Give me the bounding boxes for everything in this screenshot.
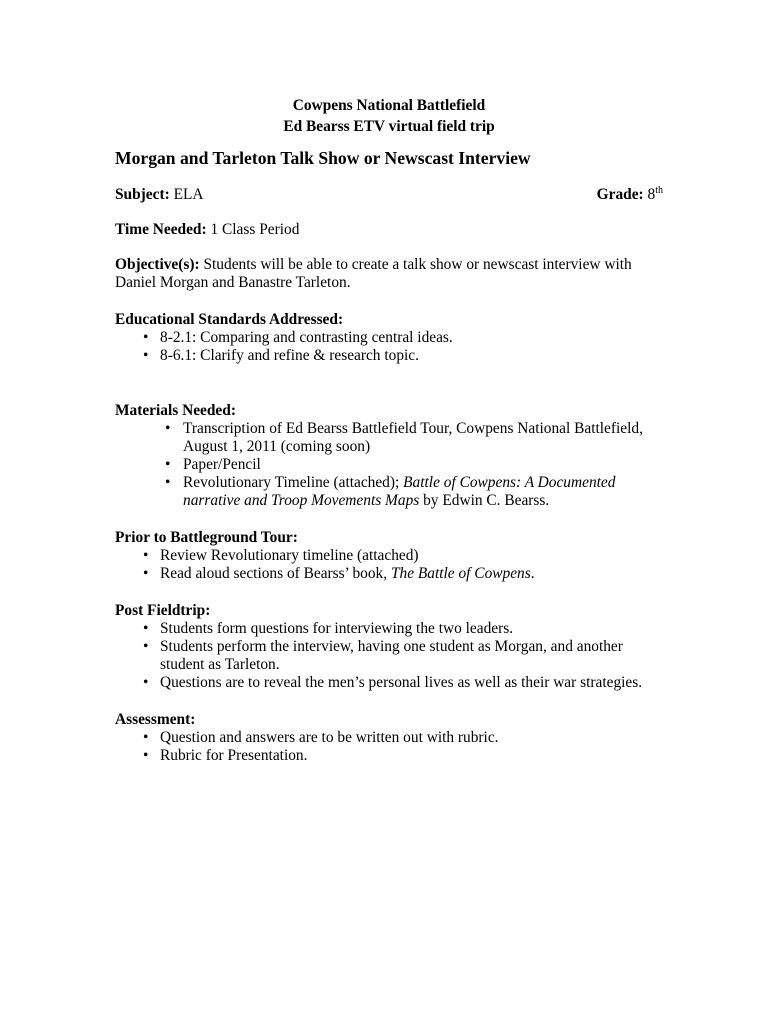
objective-label: Objective(s):: [115, 256, 200, 273]
page-title: Morgan and Tarleton Talk Show or Newscast Interview: [115, 148, 531, 168]
bullet-text: Review Revolutionary timeline (attached): [160, 547, 419, 564]
bullet-item: [143, 347, 663, 365]
time-needed-value: 1 Class Period: [206, 221, 300, 238]
bullet-item: [165, 456, 663, 474]
bullet-text: Transcription of Ed Bearss Battlefield Tour, Cowpens National Battlefield, August 1, 2011 (coming soon): [183, 420, 643, 455]
section-heading: Materials Needed:: [115, 402, 236, 419]
section-heading: Educational Standards Addressed:: [115, 311, 344, 328]
subject-grade-row: [115, 186, 663, 204]
bullet-item: [165, 474, 663, 510]
section-heading: Assessment:: [115, 711, 196, 728]
objective-field: [115, 256, 663, 292]
grade-field: [597, 186, 663, 204]
section-assessment: [115, 711, 663, 765]
subject-field: [115, 186, 203, 204]
section-heading: Post Fieldtrip:: [115, 602, 211, 619]
bullet-text: Questions are to reveal the men’s personal lives as well as their war strategies.: [160, 674, 643, 691]
time-needed-label: Time Needed:: [115, 221, 207, 238]
bullet-item: [143, 547, 663, 565]
section-post-fieldtrip: [115, 602, 663, 692]
objective-text: Students will be able to create a talk show or newscast interview with Daniel Morgan and Banastre Tarleton.: [115, 256, 632, 291]
bullet-text: Students perform the interview, having one student as Morgan, and another student as Tarleton.: [160, 638, 623, 673]
section-materials-needed: [115, 402, 663, 510]
bullet-icon: •: [143, 547, 149, 564]
bullet-item: [143, 329, 663, 347]
grade-value: 8: [643, 186, 656, 203]
grade-ordinal-suffix: th: [655, 184, 663, 196]
bullet-icon: •: [143, 347, 149, 364]
section-educational-standards: [115, 311, 663, 365]
bullet-item: [165, 420, 663, 456]
bullet-item: [143, 565, 663, 583]
bullet-text: Revolutionary Timeline (attached); Battle of Cowpens: A Documented narrative and Troop Movements Maps by Edwin C. Bearss.: [183, 474, 616, 509]
bullet-icon: •: [143, 674, 149, 691]
subject-label: Subject:: [115, 186, 170, 203]
time-needed-field: [115, 221, 663, 239]
bullet-item: [143, 674, 663, 692]
bullet-item: [143, 638, 663, 674]
bullet-icon: •: [165, 474, 171, 491]
bullet-item: [143, 747, 663, 765]
bullet-icon: •: [143, 620, 149, 637]
header-line-1: Cowpens National Battlefield: [292, 97, 486, 114]
section-prior-to-battleground-tour: [115, 529, 663, 583]
bullet-icon: •: [143, 729, 149, 746]
bullet-icon: •: [165, 456, 171, 473]
bullet-text: Question and answers are to be written out with rubric.: [160, 729, 499, 746]
bullet-icon: •: [143, 747, 149, 764]
lesson-plan-sections: [115, 311, 663, 765]
bullet-text: 8-2.1: Comparing and contrasting central ideas.: [160, 329, 453, 346]
subject-value: ELA: [169, 186, 204, 203]
grade-label: Grade:: [596, 186, 644, 203]
bullet-text: 8-6.1: Clarify and refine & research topic.: [160, 347, 419, 364]
bullet-text: Paper/Pencil: [183, 456, 261, 473]
bullet-text: Read aloud sections of Bearss’ book, The Battle of Cowpens.: [160, 565, 535, 582]
bullet-text: Students form questions for interviewing the two leaders.: [160, 620, 514, 637]
document-header: [115, 95, 663, 137]
section-heading: Prior to Battleground Tour:: [115, 529, 298, 546]
bullet-item: [143, 729, 663, 747]
bullet-item: [143, 620, 663, 638]
bullet-text: Rubric for Presentation.: [160, 747, 308, 764]
bullet-icon: •: [143, 565, 149, 582]
header-line-2: Ed Bearss ETV virtual field trip: [283, 118, 495, 135]
bullet-icon: •: [143, 638, 149, 655]
bullet-icon: •: [143, 329, 149, 346]
bullet-icon: •: [165, 420, 171, 437]
